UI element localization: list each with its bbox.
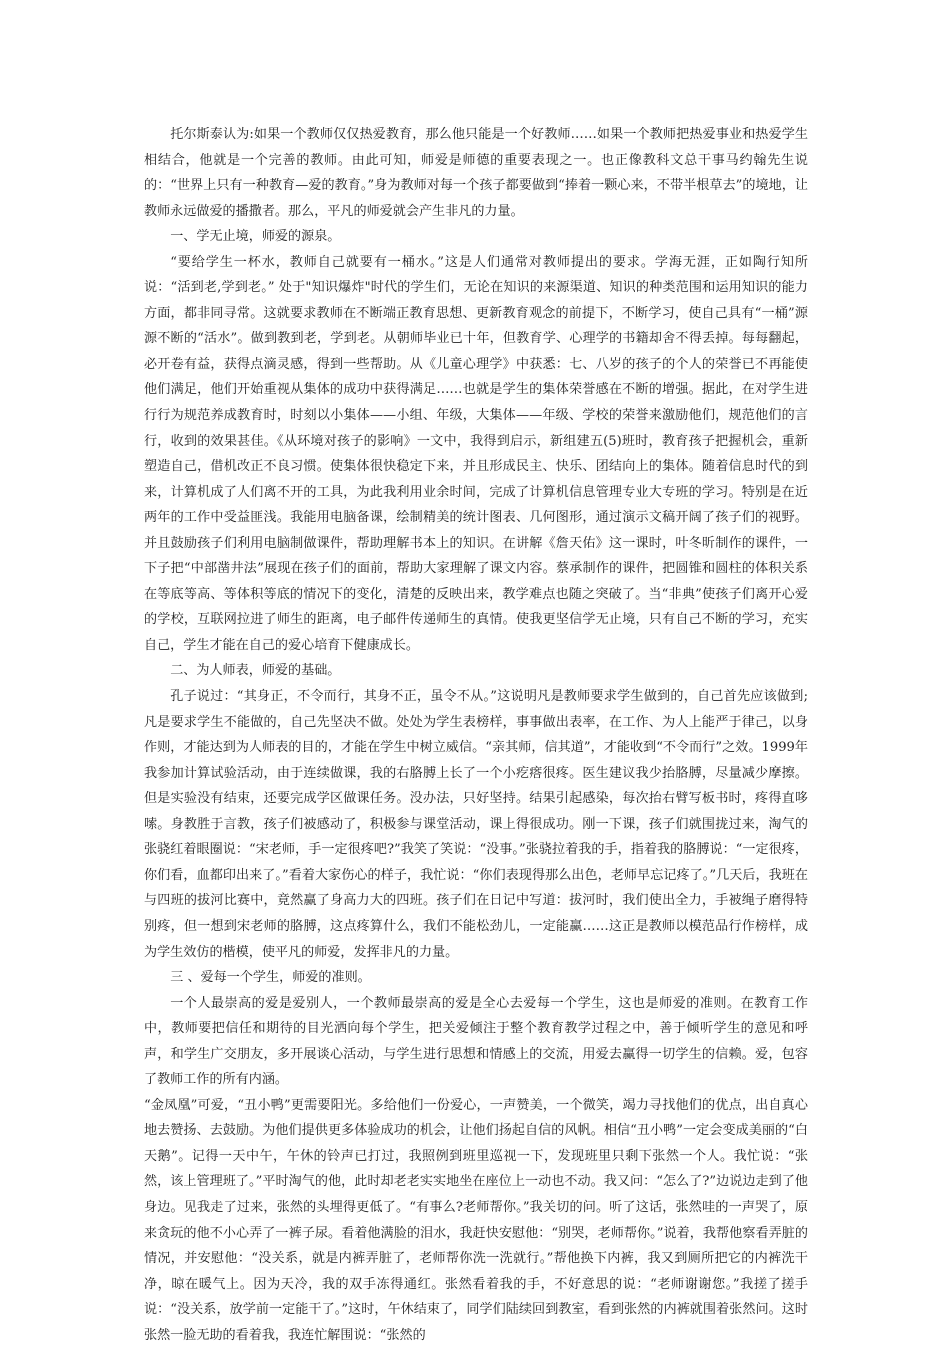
section-3-paragraph-2: “金凤凰”可爱，“丑小鸭”更需要阳光。多给他们一份爱心，一声赞美，一个微笑，竭力寻找他们的优点，出自真心地去赞扬、去鼓励。为他们提供更多体验成功的机会，让他们扬起自信的风帆。相信“丑小鸭”一定会变成美丽的“白天鹅”。记得一天中午，午休的铃声已打过，我照例到班里巡视一下，发现班里只剩下张然一个人。我忙说：“张然，该上管理班了。”平时淘气的他，此时却老老实实地坐在座位上一动也不动。我又问：“怎么了?”边说边走到了他身边。见我走了过来，张然的头埋得更低了。“有事么?老师帮你。”我关切的问。听了这话，张然哇的一声哭了，原来贪玩的他不小心弄了一裤子尿。看着他满脸的泪水，我赶快安慰他：“别哭，老师帮你。”说着，我帮他察看弄脏的情况，并安慰他：“没关系，就是内裤弄脏了，老师帮你洗一洗就行。”帮他换下内裤，我又到厕所把它的内裤洗干净，晾在暖气上。因为天冷，我的双手冻得通红。张然看着我的手，不好意思的说：“老师谢谢您。”我搓了搓手说：“没关系，放学前一定能干了。”这时，午休结束了，同学们陆续回到教室，看到张然的内裤就围着张然问。这时张然一脸无助的看着我，我连忙解围说：“张然的 — [144, 1097, 808, 1343]
section-heading-2: 二、为人师表，师爱的基础。 — [170, 663, 341, 679]
section-heading-1: 一、学无止境，师爱的源泉。 — [170, 229, 341, 245]
section-heading-3: 三 、爱每一个学生，师爱的准则。 — [170, 970, 371, 986]
section-2-paragraph: 孔子说过：“其身正，不令而行，其身不正，虽令不从。”这说明凡是教师要求学生做到的，自己首先应该做到;凡是要求学生不能做的，自己先坚决不做。处处为学生表榜样，事事做出表率，在工作、为人上能严于律己，以身作则，才能达到为人师表的目的，才能在学生中树立威信。“亲其师，信其道”，才能收到“不令而行”之效。1999年我参加计算试验活动，由于连续做课，我的右胳膊上长了一个小疙瘩很疼。医生建议我少抬胳膊，尽量减少摩擦。但是实验没有结束，还要完成学区做课任务。没办法，只好坚持。结果引起感染，每次抬右臂写板书时，疼得直哆嗦。身教胜于言教，孩子们被感动了，积极参与课堂活动，课上得很成功。刚一下课，孩子们就围拢过来，淘气的张骁红着眼圈说：“宋老师，手一定很疼吧?”我笑了笑说：“没事。”张骁拉着我的手，指着我的胳膊说：“一定很疼，你们看，血都印出来了。”看着大家伤心的样子，我忙说：“你们表现得那么出色，老师早忘记疼了。”几天后，我班在与四班的拔河比赛中，竟然赢了身高力大的四班。孩子们在日记中写道：拔河时，我们使出全力，手被绳子磨得特别疼，但一想到宋老师的胳膊，这点疼算什么，我们不能松劲儿，一定能赢……这正是教师以模范品行作榜样，成为学生效仿的楷模，使平凡的师爱，发挥非凡的力量。 — [144, 689, 808, 960]
intro-paragraph: 托尔斯泰认为:如果一个教师仅仅热爱教育，那么他只能是一个好教师……如果一个教师把热爱事业和热爱学生相结合，他就是一个完善的教师。由此可知，师爱是师德的重要表现之一。也正像教科文总干事马约翰先生说的：“世界上只有一种教育—爱的教育。”身为教师对每一个孩子都要做到“捧着一颗心来，不带半根草去”的境地，让教师永远做爱的播撒者。那么，平凡的师爱就会产生非凡的力量。 — [144, 127, 808, 219]
document-page — [144, 122, 808, 1348]
section-1-paragraph: “要给学生一杯水，教师自己就要有一桶水。”这是人们通常对教师提出的要求。学海无涯，正如陶行知所说：“活到老,学到老。” 处于"知识爆炸"时代的学生们，无论在知识的来源渠道、知识的种类范围和运用知识的能力方面，都非同寻常。这就要求教师在不断端正教育思想、更新教育观念的前提下，不断学习，使自己具有“一桶”源源不断的“活水”。做到教到老，学到老。从朝师毕业已十年，但教育学、心理学的书籍却舍不得丢掉。每每翻起，必开卷有益，获得点滴灵感，得到一些帮助。从《儿童心理学》中获悉：七、八岁的孩子的个人的荣誉已不再能使他们满足，他们开始重视从集体的成功中获得满足……也就是学生的集体荣誉感在不断的增强。据此，在对学生进行行为规范养成教育时，时刻以小集体——小组、年级，大集体——年级、学校的荣誉来激励他们，规范他们的言行，收到的效果甚佳。《从环境对孩子的影响》一文中，我得到启示，新组建五(5)班时，教育孩子把握机会，重新塑造自己，借机改正不良习惯。使集体很快稳定下来，并且形成民主、快乐、团结向上的集体。随着信息时代的到来，计算机成了人们离不开的工具，为此我利用业余时间，完成了计算机信息管理专业大专班的学习。特别是在近两年的工作中受益匪浅。我能用电脑备课，绘制精美的统计图表、几何图形，通过演示文稿开阔了孩子们的视野。并且鼓励孩子们利用电脑制做课件，帮助理解书本上的知识。在讲解《詹天佑》这一课时，叶冬昕制作的课件，一下子把“中部凿井法”展现在孩子们的面前，帮助大家理解了课文内容。蔡承制作的课件，把圆锥和圆柱的体积关系在等底等高、等体积等底的情况下的变化，清楚的反映出来，教学难点也随之突破了。当“非典”使孩子们离开心爱的学校，互联网拉进了师生的距离，电子邮件传递师生的真情。使我更坚信学无止境，只有自己不断的学习，充实自己，学生才能在自己的爱心培育下健康成长。 — [144, 254, 808, 653]
section-3-paragraph-1: 一个人最崇高的爱是爱别人，一个教师最崇高的爱是全心去爱每一个学生，这也是师爱的准则。在教育工作中，教师要把信任和期待的目光洒向每个学生，把关爱倾注于整个教育教学过程之中，善于倾听学生的意见和呼声，和学生广交朋友，多开展谈心活动，与学生进行思想和情感上的交流，用爱去赢得一切学生的信赖。爱，包容了教师工作的所有内涵。 — [144, 995, 808, 1088]
